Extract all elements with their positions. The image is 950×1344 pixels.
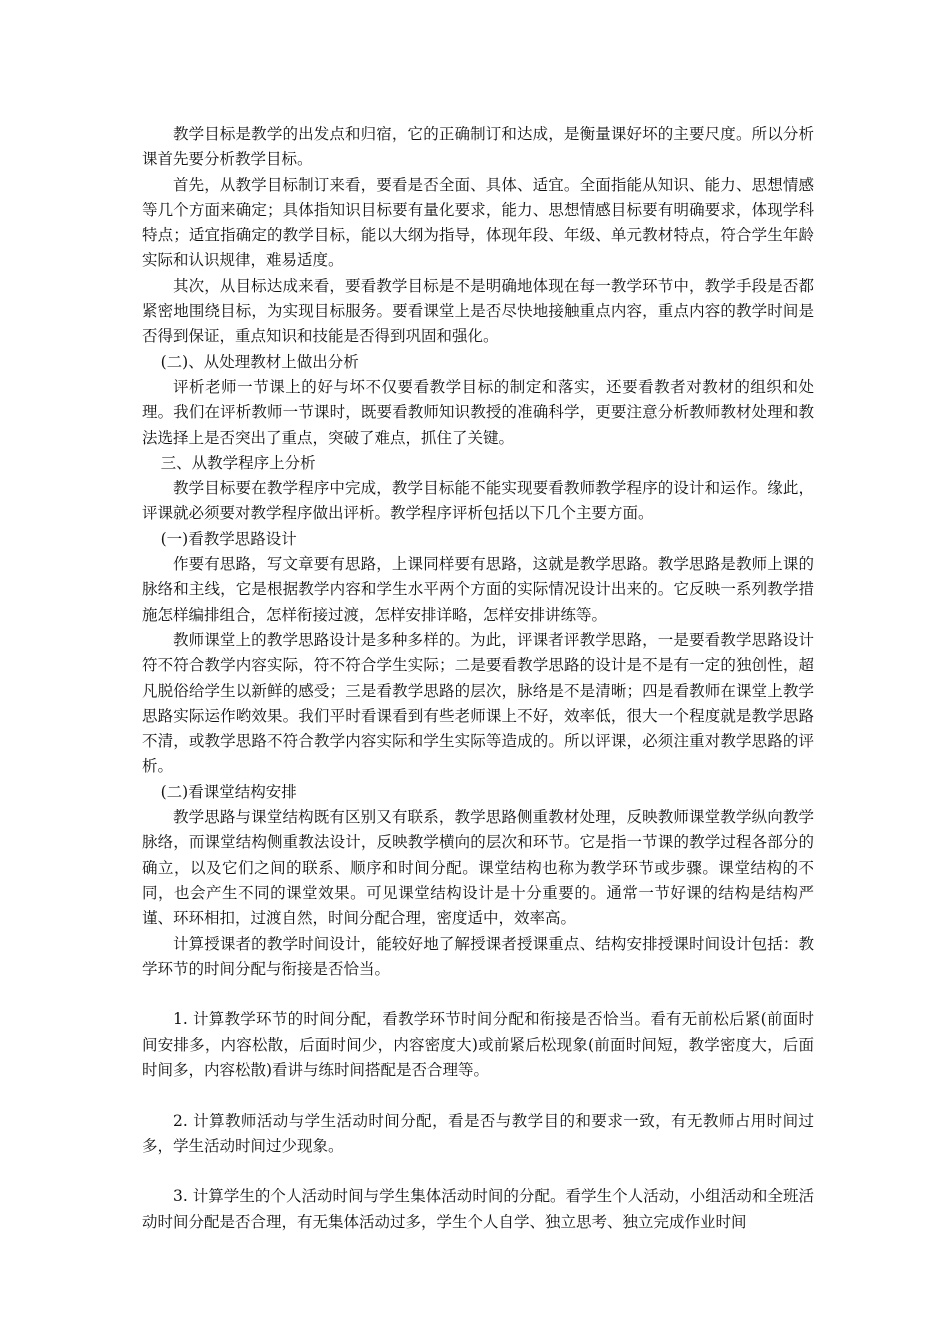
- paragraph-textbook-handling: 评析老师一节课上的好与坏不仅要看教学目标的制定和落实，还要看教者对教材的组织和处理。我们在评析教师一节课时，既要看教师知识教授的准确科学，更要注意分析教师教材处理和教法选择上是否突出了重点，突破了难点，抓住了关键。: [142, 377, 814, 447]
- paragraph-class-structure: 教学思路与课堂结构既有区别又有联系，教学思路侧重教材处理，反映教师课堂教学纵向教学脉络，而课堂结构侧重教法设计，反映教学横向的层次和环节。它是指一节课的教学过程各部分的确立，以及它们之间的联系、顺序和时间分配。课堂结构也称为教学环节或步骤。课堂结构的不同，也会产生不同的课堂效果。可见课堂结构设计是十分重要的。通常一节好课的结构是结构严谨、环环相扣，过渡自然，时间分配合理，密度适中，效率高。: [142, 808, 814, 928]
- subsection-heading-class-structure: (二)看课堂结构安排: [160, 782, 297, 801]
- paragraph-teaching-goal-intro: 教学目标是教学的出发点和归宿，它的正确制订和达成，是衡量课好坏的主要尺度。所以分析课首先要分析教学目标。: [142, 125, 814, 169]
- list-item-1: 1. 计算教学环节的时间分配，看教学环节时间分配和衔接是否恰当。看有无前松后紧(前面时间安排多，内容松散，后面时间少，内容密度大)或前紧后松现象(前面时间短，教学密度大，后面时间多，内容松散)看讲与练时间搭配是否合理等。: [142, 1010, 814, 1079]
- section-heading-textbook: (二)、从处理教材上做出分析: [160, 352, 359, 371]
- paragraph-goal-setting: 首先，从教学目标制订来看，要看是否全面、具体、适宜。全面指能从知识、能力、思想情感等几个方面来确定；具体指知识目标要有量化要求，能力、思想情感目标要有明确要求，体现学科特点；适宜指确定的教学目标，能以大纲为指导，体现年段、年级、单元教材特点，符合学生年龄实际和认识规律，难易适度。: [142, 175, 814, 270]
- paragraph-time-design: 计算授课者的教学时间设计，能较好地了解授课者授课重点、结构安排授课时间设计包括：教学环节的时间分配与衔接是否恰当。: [142, 934, 814, 978]
- paragraph-approach-evaluation: 教师课堂上的教学思路设计是多种多样的。为此，评课者评教学思路，一是要看教学思路设计符不符合教学内容实际，符不符合学生实际；二是要看教学思路的设计是不是有一定的独创性，超凡脱俗给学生以新鲜的感受；三是看教学思路的层次，脉络是不是清晰；四是看教师在课堂上教学思路实际运作哟效果。我们平时看课看到有些老师课上不好，效率低，很大一个程度就是教学思路不清，或教学思路不符合教学内容实际和学生实际等造成的。所以评课，必须注重对教学思路的评析。: [142, 630, 814, 776]
- paragraph-teaching-approach: 作要有思路，写文章要有思路，上课同样要有思路，这就是教学思路。教学思路是教师上课的脉络和主线，它是根据教学内容和学生水平两个方面的实际情况设计出来的。它反映一系列教学措施怎样编排组合，怎样衔接过渡，怎样安排详略，怎样安排讲练等。: [142, 555, 814, 624]
- paragraph-procedure-intro: 教学目标要在教学程序中完成，教学目标能不能实现要看教师教学程序的设计和运作。缘此，评课就必须要对教学程序做出评析。教学程序评析包括以下几个主要方面。: [142, 479, 814, 523]
- document-body: [142, 122, 814, 1235]
- paragraph-goal-achievement: 其次，从目标达成来看，要看教学目标是不是明确地体现在每一教学环节中，教学手段是否都紧密地围绕目标，为实现目标服务。要看课堂上是否尽快地接触重点内容，重点内容的教学时间是否得到保证，重点知识和技能是否得到巩固和强化。: [142, 276, 814, 346]
- section-heading-procedure: 三、从教学程序上分析: [160, 453, 316, 472]
- list-item-2: 2. 计算教师活动与学生活动时间分配，看是否与教学目的和要求一致，有无教师占用时间过多，学生活动时间过少现象。: [142, 1111, 814, 1155]
- list-item-3: 3. 计算学生的个人活动时间与学生集体活动时间的分配。看学生个人活动，小组活动和全班活动时间分配是否合理，有无集体活动过多，学生个人自学、独立思考、独立完成作业时间: [142, 1187, 814, 1231]
- subsection-heading-teaching-approach: (一)看教学思路设计: [160, 529, 297, 548]
